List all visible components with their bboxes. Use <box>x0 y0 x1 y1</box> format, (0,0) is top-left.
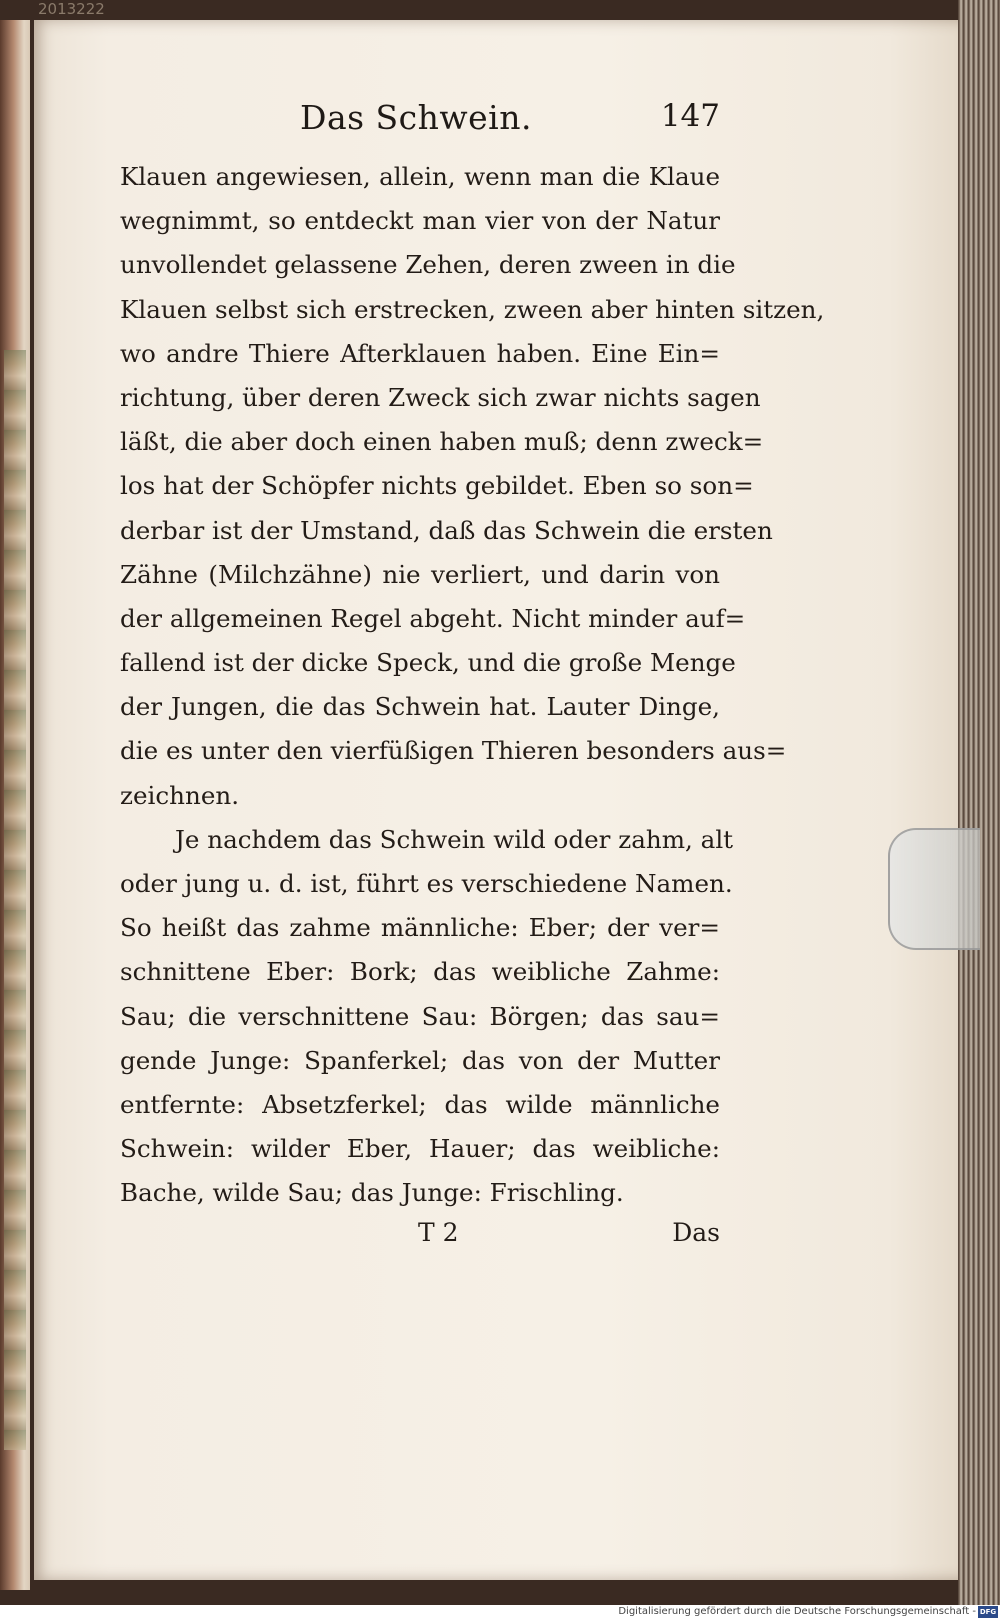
text-line: der allgemeinen Regel abgeht. Nicht minder auf= <box>120 603 746 633</box>
text-line: Sau; die verschnittene Sau: Börgen; das sau= <box>120 1001 720 1031</box>
text-line: Schwein: wilder Eber, Hauer; das weibliche: <box>120 1134 720 1164</box>
text-line: zeichnen. <box>120 780 240 810</box>
digitization-credit: Digitalisierung gefördert durch die Deutsche Forschungsgemeinschaft - <box>618 1606 976 1617</box>
page-footer <box>120 1218 720 1258</box>
scan-mark: 2013222 <box>38 0 105 18</box>
text-line: los hat der Schöpfer nichts gebildet. Eben so son= <box>120 471 754 501</box>
running-header <box>120 98 720 148</box>
page-clip <box>888 828 980 950</box>
running-title: Das Schwein. <box>300 98 532 137</box>
text-line: richtung, über deren Zweck sich zwar nichts sagen <box>120 382 761 412</box>
text-line: unvollendet gelassene Zehen, deren zween in die <box>120 250 736 280</box>
text-line: oder jung u. d. ist, führt es verschiedene Namen. <box>120 869 733 898</box>
text-line: fallend ist der dicke Speck, und die große Menge <box>120 648 736 678</box>
text-line: wegnimmt, so entdeckt man vier von der Natur <box>120 206 720 236</box>
text-line: läßt, die aber doch einen haben muß; denn zweck= <box>120 427 764 457</box>
text-line: Zähne (Milchzähne) nie verliert, und darin von <box>120 559 720 589</box>
text-line: die es unter den vierfüßigen Thieren besonders aus= <box>120 736 787 766</box>
text-line: entfernte: Absetzferkel; das wilde männliche <box>120 1089 720 1119</box>
text-line: Bache, wilde Sau; das Junge: Frischling. <box>120 1178 624 1208</box>
left-page-illustration-strip <box>4 350 26 1450</box>
text-line: derbar ist der Umstand, daß das Schwein die ersten <box>120 515 773 545</box>
text-line: der Jungen, die das Schwein hat. Lauter Dinge, <box>120 692 720 722</box>
text-line: Klauen angewiesen, allein, wenn man die Klaue <box>120 162 720 191</box>
text-line: wo andre Thiere Afterklauen haben. Eine Ein= <box>120 338 720 368</box>
page-block-edges <box>958 0 1000 1605</box>
text-line: Klauen selbst sich erstrecken, zween aber hinten sitzen, <box>120 294 825 324</box>
page-number: 147 <box>660 98 720 134</box>
catchword: Das <box>672 1218 720 1247</box>
text-line: So heißt das zahme männliche: Eber; der ver= <box>120 913 720 943</box>
body-text <box>120 155 825 1216</box>
text-line: schnittene Eber: Bork; das weibliche Zahme: <box>120 957 720 987</box>
dfg-logo-icon: DFG <box>979 1608 997 1616</box>
text-line: gende Junge: Spanferkel; das von der Mutter <box>120 1045 720 1075</box>
text-line: Je nachdem das Schwein wild oder zahm, alt <box>175 824 734 854</box>
signature-mark: T 2 <box>418 1218 459 1247</box>
